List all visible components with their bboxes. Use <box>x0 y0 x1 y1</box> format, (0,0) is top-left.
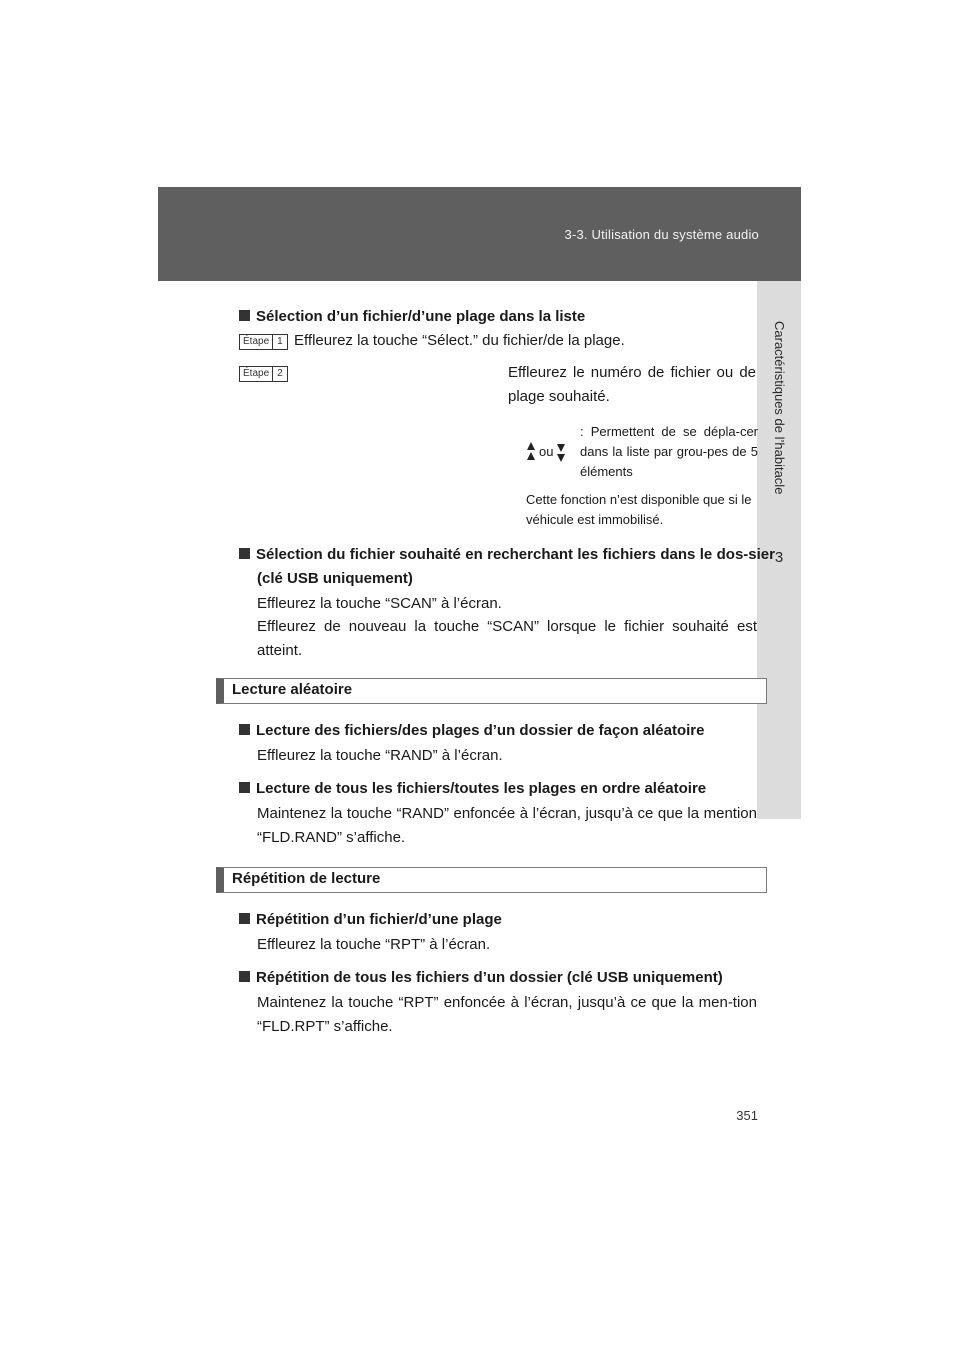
step-number: 2 <box>272 367 287 381</box>
step-label: Étape <box>240 367 272 381</box>
heading-repeat-folder <box>239 966 759 990</box>
heading-scan-folder <box>239 543 775 591</box>
immobilized-note: Cette fonction n’est disponible que si le véhicule est immobilisé. <box>526 492 752 527</box>
section-bar-random <box>216 678 767 704</box>
heading-text: Lecture de tous les fichiers/toutes les plages en ordre aléatoire <box>256 780 707 797</box>
chapter-number: 3 <box>774 549 784 566</box>
heading-text: Sélection du fichier souhaité en recherchant les fichiers dans le dos-sier (clé USB uniquement) <box>256 546 775 587</box>
up-arrow-icon <box>526 441 536 463</box>
repeat-folder-text: Maintenez la touche “RPT” enfoncée à l’écran, jusqu’à ce que la men-tion “FLD.RPT” s’affiche. <box>257 994 757 1035</box>
section-title-random: Lecture aléatoire <box>232 681 353 698</box>
arrow-keys-description: : Permettent de se dépla-cer dans la liste par grou-pes de 5 éléments <box>580 424 758 479</box>
down-arrow-icon <box>556 441 566 463</box>
arrow-keys <box>526 422 580 482</box>
chapter-header <box>158 187 801 281</box>
step-1-badge <box>239 334 288 350</box>
arrow-keys-explanation <box>526 422 758 482</box>
heading-repeat-track <box>239 908 759 932</box>
step-number: 1 <box>272 335 287 349</box>
heading-select-from-list <box>239 305 759 329</box>
step-1-text: Effleurez la touche “Sélect.” du fichier/de la plage. <box>294 332 625 349</box>
page-number: 351 <box>736 1108 758 1123</box>
square-bullet-icon <box>239 310 250 321</box>
step-label: Étape <box>240 335 272 349</box>
repeat-track-text: Effleurez la touche “RPT” à l’écran. <box>257 936 491 953</box>
step-2-badge <box>239 366 288 382</box>
section-bar-repeat <box>216 867 767 893</box>
chapter-label: Caractéristiques de l’habitacle <box>772 321 787 495</box>
ou-label: ou <box>539 444 554 459</box>
heading-random-all <box>239 777 759 801</box>
scan-line-1: Effleurez la touche “SCAN” à l’écran. <box>257 595 502 612</box>
random-all-text: Maintenez la touche “RAND” enfoncée à l’écran, jusqu’à ce que la mention “FLD.RAND” s’affiche. <box>257 805 757 846</box>
square-bullet-icon <box>239 724 250 735</box>
section-title: 3-3. Utilisation du système audio <box>564 227 759 242</box>
heading-text: Lecture des fichiers/des plages d’un dossier de façon aléatoire <box>256 722 705 739</box>
heading-text: Sélection d’un fichier/d’une plage dans la liste <box>256 308 586 325</box>
square-bullet-icon <box>239 548 250 559</box>
square-bullet-icon <box>239 913 250 924</box>
heading-random-folder <box>239 719 759 743</box>
step-2-text: Effleurez le numéro de fichier ou de plage souhaité. <box>508 364 756 405</box>
heading-text: Répétition de tous les fichiers d’un dossier (clé USB uniquement) <box>256 969 723 986</box>
section-title-repeat: Répétition de lecture <box>232 870 381 887</box>
heading-text: Répétition d’un fichier/d’une plage <box>256 911 502 928</box>
random-folder-text: Effleurez la touche “RAND” à l’écran. <box>257 747 503 764</box>
scan-line-2: Effleurez de nouveau la touche “SCAN” lorsque le fichier souhaité est atteint. <box>257 618 757 659</box>
square-bullet-icon <box>239 782 250 793</box>
square-bullet-icon <box>239 971 250 982</box>
